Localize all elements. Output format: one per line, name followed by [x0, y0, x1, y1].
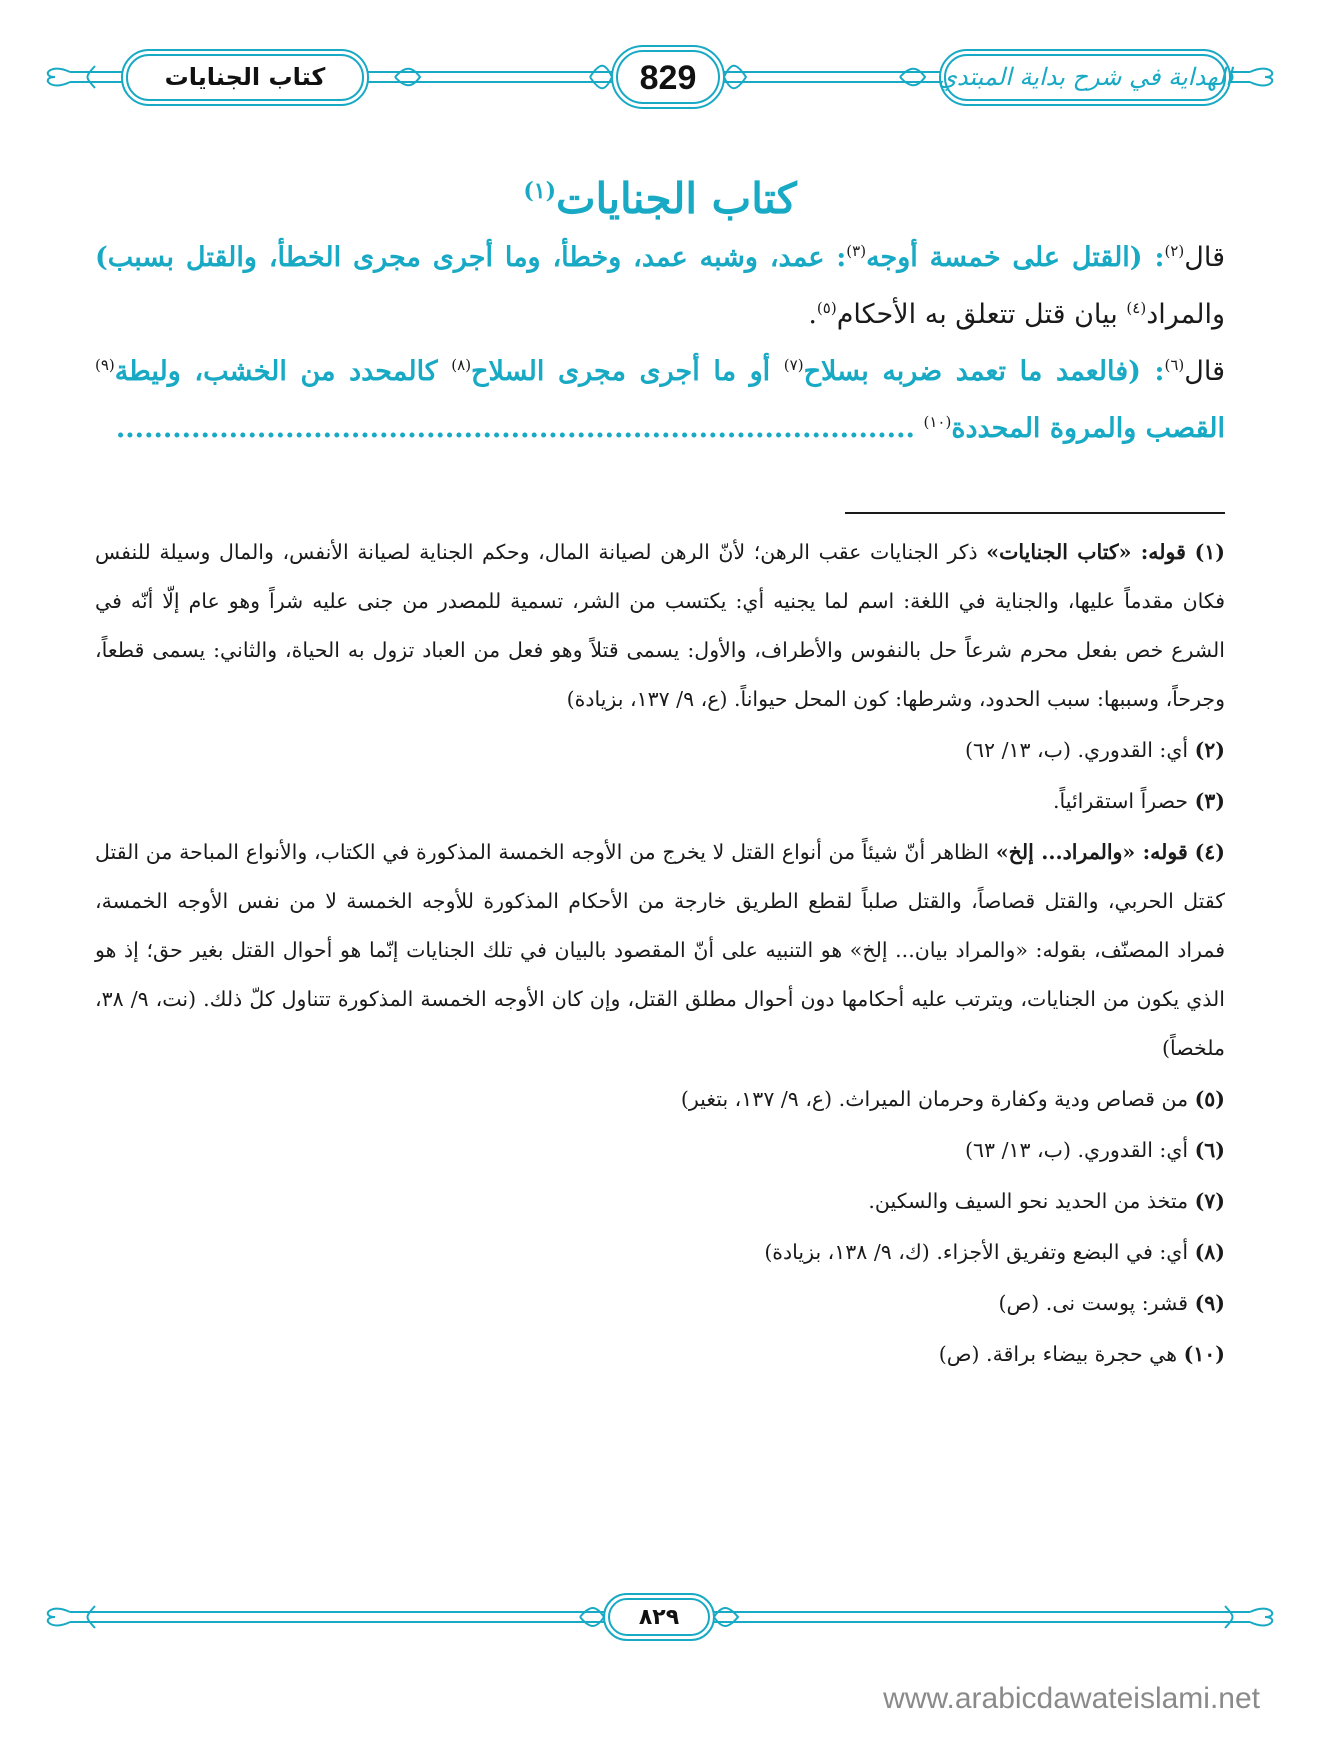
footnote	[95, 726, 1225, 775]
footnote-divider	[845, 512, 1225, 514]
footnote	[95, 1075, 1225, 1124]
paragraph-1-lead: قال	[1184, 242, 1225, 273]
paragraph-1-tail-ref: (٤)	[1126, 299, 1147, 317]
footnotes	[95, 528, 1225, 1381]
page-footer	[0, 1560, 1319, 1760]
paragraph-1-lead-ref: (٢)	[1164, 242, 1185, 260]
paragraph-2-matn2-ref: (٨)	[451, 356, 472, 374]
footnote-number: (٩)	[1194, 1291, 1225, 1315]
footnote-text: من قصاص ودية وكفارة وحرمان الميراث. (ع، ٩/ ١٣٧، بتغير)	[680, 1087, 1195, 1111]
paragraph-2-matn-ref: (٧)	[783, 356, 804, 374]
chapter-title-text: كتاب الجنايات	[555, 174, 797, 223]
paragraph-1-matn-ref: (٣)	[846, 242, 867, 260]
footnote	[95, 1126, 1225, 1175]
footnote	[95, 1279, 1225, 1328]
footnote	[95, 1330, 1225, 1379]
footnote-number: (٨)	[1194, 1240, 1225, 1264]
footnote-number: (٤)	[1194, 840, 1225, 864]
paragraph-1-tail2-ref: (٥)	[816, 299, 837, 317]
footnote-text: قشر: پوست نى. (ص)	[998, 1291, 1195, 1315]
paragraph-1-tail: والمراد	[1146, 299, 1225, 330]
footnote	[95, 777, 1225, 826]
footnote	[95, 528, 1225, 724]
chapter-title-ref: (١)	[523, 178, 556, 204]
paragraph-1-matn: : (القتل على خمسة أوجه	[866, 242, 1165, 273]
paragraph-2	[95, 343, 1225, 457]
header-book-title: الهداية في شرح بداية المبتدي	[938, 63, 1232, 91]
paragraph-2-matn3: كالمحدد من الخشب، وليطة	[114, 356, 452, 387]
footnote-text: أي: في البضع وتفريق الأجزاء. (ك، ٩/ ١٣٨، بزيادة)	[764, 1240, 1195, 1264]
footnote-number: (١)	[1194, 540, 1225, 564]
paragraph-1	[95, 229, 1225, 343]
footnote-text: أي: القدوري. (ب، ١٣/ ٦٢)	[965, 738, 1195, 762]
footnote-text: الظاهر أنّ شيئاً من أنواع القتل لا يخرج من الأوجه الخمسة المذكورة في الكتاب، والأنواع المباحة من القتل كقتل الحربي، والقتل قصاصاً، والقتل صلباً لقطع الطريق خارجة من الأحكام المذكورة للأوجه الخمسة لا من نفس الأوجه الخمسة، فمراد المصنّف، بقوله: «والمراد بيان... إلخ» هو التنبيه على أنّ المقصود بالبيان في تلك الجنايات إنّما هو أحوال القتل بغير حق؛ إذ هو الذي يكون من الجنايات، ويترتب عليه أحكامها دون أحوال مطلق القتل، وإن كان الأوجه الخمسة المذكورة تتناول كلّ ذلك. (نت، ٩/ ٣٨، ملخصاً)	[95, 840, 1225, 1060]
footnote-text: أي: القدوري. (ب، ١٣/ ٦٣)	[965, 1138, 1195, 1162]
header-page-number: 829	[639, 58, 697, 97]
paragraph-2-matn: : (فالعمد ما تعمد ضربه بسلاح	[803, 356, 1165, 387]
footnote	[95, 1177, 1225, 1226]
header-book-section: كتاب الجنايات	[164, 63, 326, 91]
website-watermark: www.arabicdawateislami.net	[883, 1682, 1260, 1715]
paragraph-2-matn4-ref: (١٠)	[923, 413, 952, 431]
paragraph-1-tail3: .	[808, 299, 817, 330]
chapter-title	[95, 174, 1225, 223]
footnote-keyword: قوله: «والمراد... إلخ»	[995, 840, 1188, 864]
continuation-dots: .....................................................................................	[115, 413, 915, 444]
footnote-text: هي حجرة بيضاء براقة. (ص)	[938, 1342, 1184, 1366]
paragraph-2-matn4: القصب والمروة المحددة	[951, 413, 1225, 444]
footnote-text: ذكر الجنايات عقب الرهن؛ لأنّ الرهن لصيانة المال، وحكم الجناية لصيانة الأنفس، والمال وسيلة للنفس فكان مقدماً عليها، والجناية في اللغة: اسم لما يجنيه أي: يكتسب من الشر، تسمية للمصدر من جنى عليه شراً وهو عام إلّا أنّه في الشرع خص بفعل محرم شرعاً حل بالنفوس والأطراف، والأول: يسمى قتلاً وهو فعل من العباد تزول به الحياة، والثاني: يسمى قطعاً، وجرحاً، وسببها: سبب الحدود، وشرطها: كون المحل حيواناً. (ع، ٩/ ١٣٧، بزيادة)	[95, 540, 1225, 711]
footnote-text: متخذ من الحديد نحو السيف والسكين.	[868, 1189, 1195, 1213]
paragraph-2-matn2: أو ما أجرى مجرى السلاح	[471, 356, 784, 387]
footnote-number: (٣)	[1194, 789, 1225, 813]
footnote-number: (٥)	[1194, 1087, 1225, 1111]
footer-page-number: ٨٢٩	[638, 1604, 680, 1630]
paragraph-1-matn2: : عمد، وشبه عمد، وخطأ، وما أجرى مجرى الخطأ، والقتل بسبب)	[95, 242, 847, 273]
paragraph-2-lead: قال	[1184, 356, 1226, 387]
footnote-number: (٧)	[1194, 1189, 1225, 1213]
footnote-number: (١٠)	[1183, 1342, 1225, 1366]
paragraph-2-lead-ref: (٦)	[1164, 356, 1185, 374]
footnote-keyword: قوله: «كتاب الجنايات»	[986, 540, 1186, 564]
footnote-number: (٢)	[1194, 738, 1225, 762]
footnote	[95, 828, 1225, 1073]
footnote	[95, 1228, 1225, 1277]
paragraph-1-tail2: بيان قتل تتعلق به الأحكام	[836, 299, 1127, 330]
main-text	[95, 160, 1225, 457]
footnote-number: (٦)	[1194, 1138, 1225, 1162]
footnote-text: حصراً استقرائياً.	[1053, 789, 1195, 813]
paragraph-2-matn3-ref: (٩)	[95, 356, 115, 374]
page-header	[0, 0, 1319, 160]
